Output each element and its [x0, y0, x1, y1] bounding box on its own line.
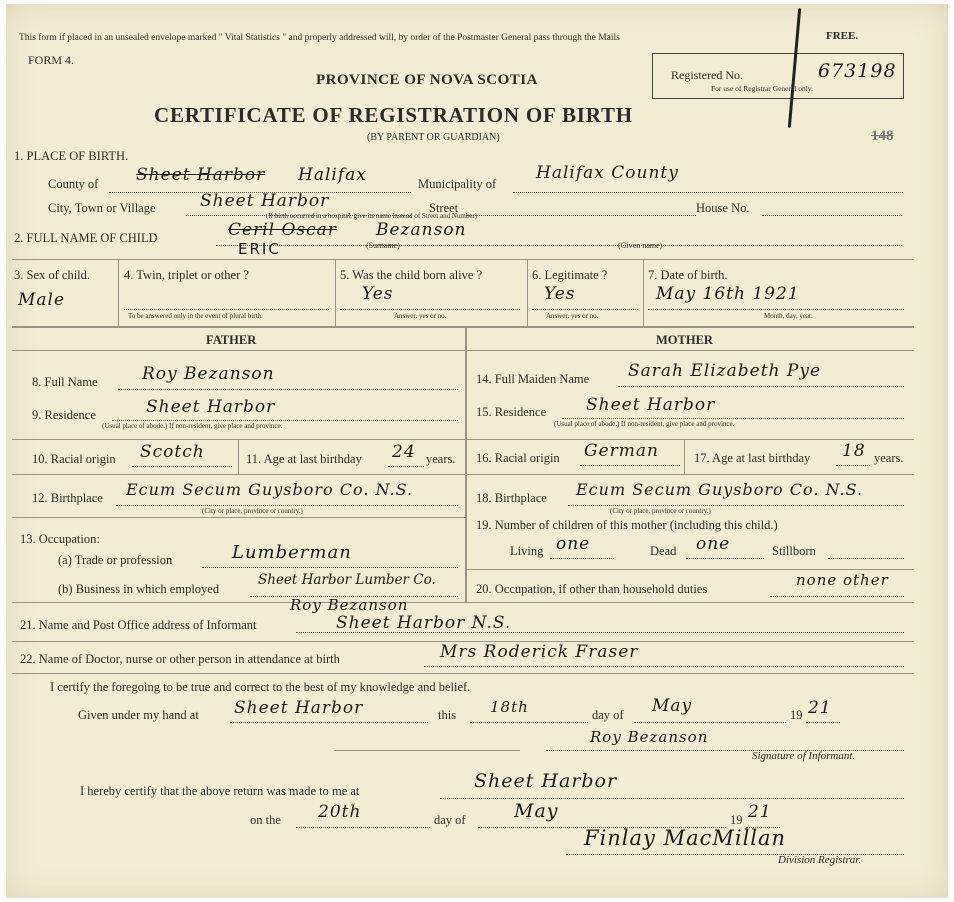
mother-residence-note: (Usual place of abode.) If non-resident, give place and province.: [554, 420, 735, 428]
registrar-statement: I hereby certify that the above return was made to me at: [80, 784, 360, 798]
father-trade-label: (a) Trade or profession: [58, 553, 173, 567]
registered-number: 673198: [818, 60, 897, 82]
father-heading: FATHER: [206, 333, 257, 347]
stamp-number: 148: [871, 128, 894, 144]
registrar-caption: Division Registrar.: [778, 854, 862, 866]
given-day-value: 18th: [490, 698, 529, 716]
legitimate-label: 6. Legitimate ?: [532, 268, 608, 282]
father-birthplace-value: Ecum Secum Guysboro Co. N.S.: [126, 480, 414, 499]
given-month-value: May: [652, 696, 693, 716]
father-occupation-label: 13. Occupation:: [20, 532, 100, 546]
sex-label: 3. Sex of child.: [14, 268, 91, 282]
form-number: FORM 4.: [28, 53, 75, 67]
hospital-note: (If birth occurred in a hospital, give its name instead of Street and Number): [266, 212, 478, 220]
alive-label: 5. Was the child born alive ?: [340, 268, 483, 282]
mother-age-value: 18: [842, 441, 866, 461]
registrar-year-prefix: 19: [730, 813, 743, 827]
given-year-prefix: 19: [790, 708, 803, 722]
father-trade-value: Lumberman: [232, 542, 352, 563]
date-of-birth-value: May 16th 1921: [656, 284, 800, 304]
registered-label: Registered No.: [671, 68, 743, 82]
on-the-label: on the: [250, 813, 281, 827]
dead-value: one: [696, 534, 731, 554]
house-label: House No.: [696, 201, 750, 215]
registrar-signature: Finlay MacMillan: [584, 826, 787, 850]
attendant-label: 22. Name of Doctor, nurse or other person in attendance at birth: [20, 652, 340, 666]
informant-signature: Roy Bezanson: [590, 728, 709, 746]
street-label: Street: [429, 201, 459, 215]
date-of-birth-note: Month, day, year.: [764, 312, 813, 320]
mother-age-label: 17. Age at last birthday: [694, 451, 811, 465]
father-age-value: 24: [392, 442, 416, 462]
father-birthplace-label: 12. Birthplace: [32, 491, 103, 505]
county-struck: Sheet Harbor: [136, 165, 266, 185]
father-residence-value: Sheet Harbor: [146, 397, 276, 417]
surname-caption: (Surname): [366, 241, 400, 250]
registrar-year-value: 21: [748, 802, 772, 822]
mother-heading: MOTHER: [656, 333, 713, 347]
registrar-month-value: May: [514, 800, 559, 822]
county-value: Halifax: [298, 165, 367, 185]
child-name-value: Ceril Oscar: [228, 220, 337, 240]
informant-name-value: Roy Bezanson: [290, 596, 409, 614]
father-residence-label: 9. Residence: [32, 408, 96, 422]
given-name-caption: (Given name): [618, 241, 663, 250]
informant-signature-caption: Signature of Informant.: [752, 750, 856, 762]
mother-years-label: years.: [874, 451, 904, 465]
legitimate-value: Yes: [544, 284, 576, 304]
mother-name-label: 14. Full Maiden Name: [476, 372, 590, 386]
city-label: City, Town or Village: [48, 201, 156, 215]
father-residence-note: (Usual place of abode.) If non-resident, give place and province.: [102, 422, 283, 430]
county-label: County of: [48, 177, 99, 191]
living-value: one: [556, 534, 591, 554]
municipality-label: Municipality of: [418, 177, 497, 191]
page-title: CERTIFICATE OF REGISTRATION OF BIRTH: [154, 103, 633, 127]
mother-birthplace-label: 18. Birthplace: [476, 491, 547, 505]
legitimate-note: Answer, yes or no.: [546, 312, 599, 320]
father-years-label: years.: [426, 452, 456, 466]
informant-label: 21. Name and Post Office address of Informant: [20, 618, 257, 632]
twin-note: To be answered only in the event of plural birth.: [128, 312, 263, 320]
registrar-day-value: 20th: [318, 802, 362, 822]
father-name-value: Roy Bezanson: [142, 364, 275, 384]
alive-value: Yes: [362, 284, 394, 304]
mother-children-label: 19. Number of children of this mother (including this child.): [476, 518, 778, 532]
free-label: FREE.: [826, 30, 859, 42]
given-day-of-label: day of: [592, 708, 624, 722]
dead-label: Dead: [650, 544, 677, 558]
stillborn-label: Stillborn: [772, 544, 816, 558]
mother-racial-value: German: [584, 441, 659, 461]
birth-certificate: [6, 4, 948, 898]
mother-birthplace-note: (City or place, province or country.): [610, 507, 711, 515]
city-value: Sheet Harbor: [200, 191, 330, 211]
father-name-label: 8. Full Name: [32, 375, 98, 389]
attendant-value: Mrs Roderick Fraser: [440, 642, 639, 662]
this-label: this: [438, 708, 457, 722]
father-racial-label: 10. Racial origin: [32, 452, 116, 466]
mother-name-value: Sarah Elizabeth Pye: [628, 361, 822, 381]
father-age-label: 11. Age at last birthday: [246, 452, 362, 466]
given-label: Given under my hand at: [78, 708, 199, 722]
municipality-value: Halifax County: [536, 163, 679, 183]
child-name-label: 2. FULL NAME OF CHILD: [14, 231, 158, 245]
postal-notice: This form if placed in an unsealed envelope marked " Vital Statistics " and properly addressed will, by order of the Postmaster General pass through the Mails: [19, 33, 620, 43]
twin-label: 4. Twin, triplet or other ?: [124, 268, 249, 282]
father-business-value: Sheet Harbor Lumber Co.: [258, 572, 436, 588]
mother-racial-label: 16. Racial origin: [476, 451, 560, 465]
father-business-label: (b) Business in which employed: [58, 582, 220, 596]
mother-occupation-value: none other: [796, 571, 889, 589]
place-of-birth-heading: 1. PLACE OF BIRTH.: [14, 149, 129, 163]
mother-occupation-label: 20. Occupation, if other than household duties: [476, 582, 708, 596]
mother-residence-label: 15. Residence: [476, 405, 547, 419]
subtitle: (BY PARENT OR GUARDIAN): [367, 132, 500, 143]
informant-address-value: Sheet Harbor N.S.: [336, 613, 512, 633]
child-surname-value: Bezanson: [376, 220, 467, 240]
registrar-note: For use of Registrar General only.: [711, 84, 813, 93]
certification-statement: I certify the foregoing to be true and correct to the best of my knowledge and belief.: [50, 680, 471, 694]
mother-birthplace-value: Ecum Secum Guysboro Co. N.S.: [576, 480, 864, 499]
living-label: Living: [510, 544, 544, 558]
registrar-day-of-label: day of: [434, 813, 466, 827]
alive-note: Answer, yes or no.: [394, 312, 447, 320]
father-racial-value: Scotch: [140, 442, 205, 462]
province-heading: PROVINCE OF NOVA SCOTIA: [316, 72, 538, 88]
sex-value: Male: [18, 290, 66, 310]
date-of-birth-label: 7. Date of birth.: [648, 268, 728, 282]
registrar-place-value: Sheet Harbor: [474, 770, 618, 792]
given-year-value: 21: [808, 698, 832, 718]
child-name-correction: ERIC: [238, 240, 281, 258]
given-place-value: Sheet Harbor: [234, 698, 364, 718]
mother-residence-value: Sheet Harbor: [586, 395, 716, 415]
father-birthplace-note: (City or place, province or country.): [202, 507, 303, 515]
